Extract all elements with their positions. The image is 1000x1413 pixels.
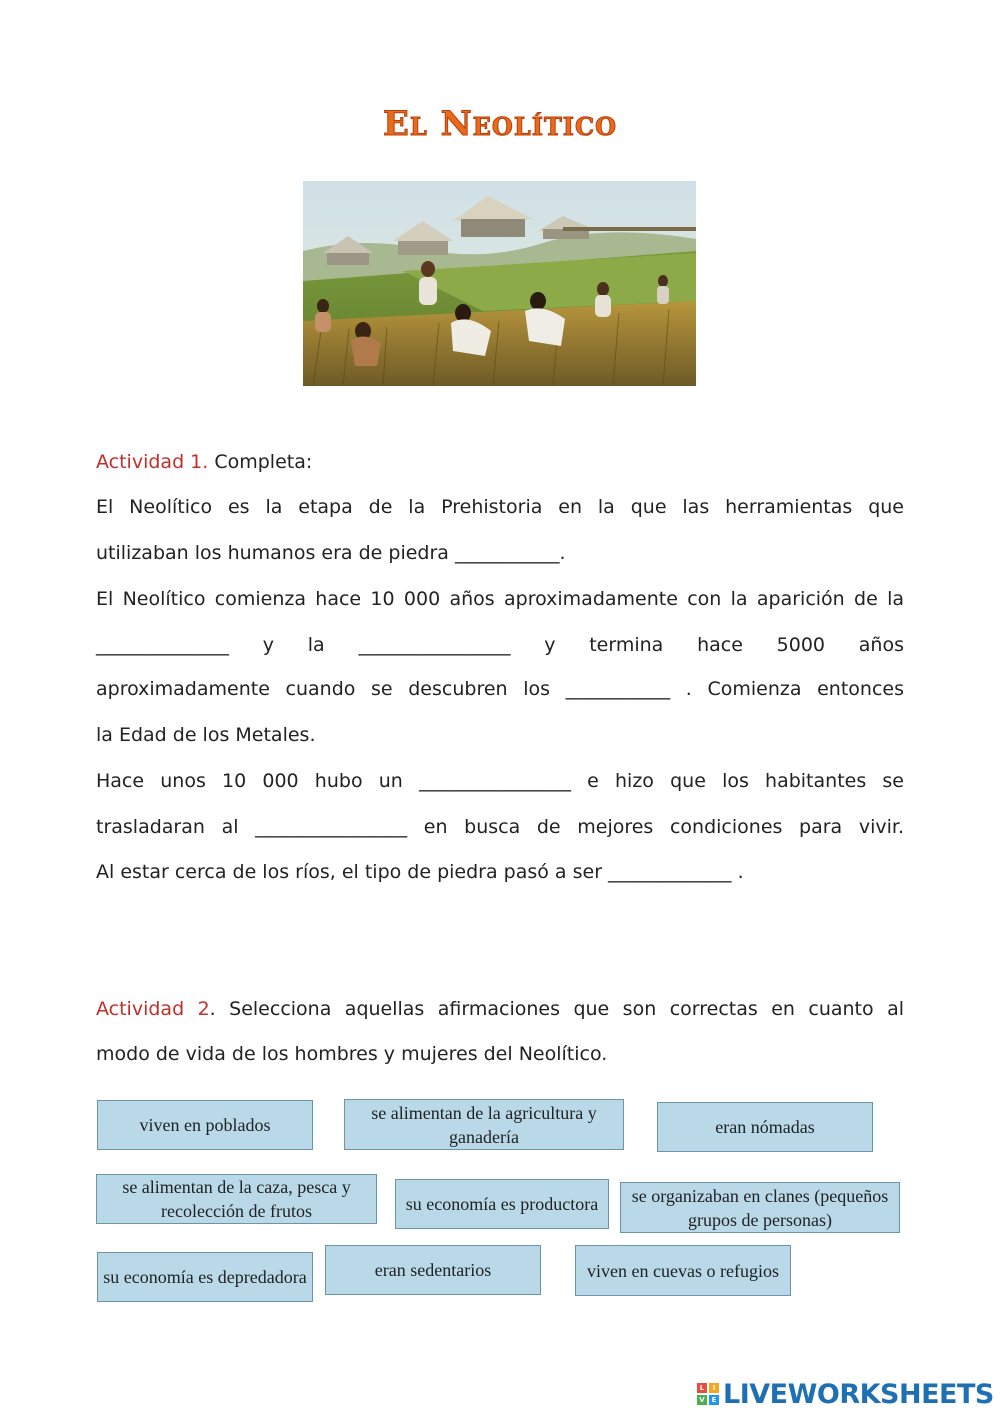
logo-text: LIVEWORKSHEETS (723, 1378, 994, 1410)
option-card[interactable]: viven en poblados (97, 1100, 313, 1150)
activity-1-line-6: la Edad de los Metales. (96, 724, 316, 746)
activity-1-line-2[interactable]: utilizaban los humanos era de piedra ___________. (96, 542, 566, 564)
option-card[interactable]: se alimentan de la agricultura y ganadería (344, 1099, 624, 1150)
activity-2-instruction: . Selecciona aquellas afirmaciones que son correctas en cuanto al (209, 998, 904, 1020)
activity-1-line-4[interactable]: ______________ y la ________________ y termina hace 5000 años (96, 634, 904, 656)
option-card[interactable]: eran sedentarios (325, 1245, 541, 1295)
activity-1-line-5[interactable]: aproximadamente cuando se descubren los ___________ . Comienza entonces (96, 678, 904, 700)
option-card[interactable]: se organizaban en clanes (pequeños grupos de personas) (620, 1182, 900, 1233)
activity-1-line-3: El Neolítico comienza hace 10 000 años aproximadamente con la aparición de la (96, 588, 904, 610)
option-card[interactable]: eran nómadas (657, 1102, 873, 1152)
activity-1-instruction: Completa: (208, 451, 313, 473)
activity-1-line-7[interactable]: Hace unos 10 000 hubo un ________________ e hizo que los habitantes se (96, 770, 904, 792)
activity-2-label: Actividad 2 (96, 998, 210, 1020)
activity-1-line-8[interactable]: trasladaran al ________________ en busca de mejores condiciones para vivir. (96, 816, 904, 838)
activity-2-heading (96, 998, 904, 1020)
activity-1-heading (96, 451, 904, 473)
activity-1-label: Actividad 1. (96, 451, 209, 473)
page-title: El Neolítico (382, 104, 618, 144)
liveworksheets-logo (697, 1378, 994, 1410)
activity-1-line-1: El Neolítico es la etapa de la Prehistoria en la que las herramientas que (96, 496, 904, 518)
option-card[interactable]: su economía es depredadora (97, 1252, 313, 1302)
activity-1-line-9[interactable]: Al estar cerca de los ríos, el tipo de piedra pasó a ser _____________ . (96, 861, 744, 883)
activity-2-instruction-2: modo de vida de los hombres y mujeres del Neolítico. (96, 1043, 608, 1065)
neolithic-farming-illustration (303, 181, 696, 386)
option-card[interactable]: viven en cuevas o refugios (575, 1245, 791, 1296)
option-card[interactable]: su economía es productora (395, 1179, 609, 1229)
option-card[interactable]: se alimentan de la caza, pesca y recolección de frutos (96, 1174, 377, 1224)
logo-mark-icon: L I V E (697, 1383, 719, 1405)
